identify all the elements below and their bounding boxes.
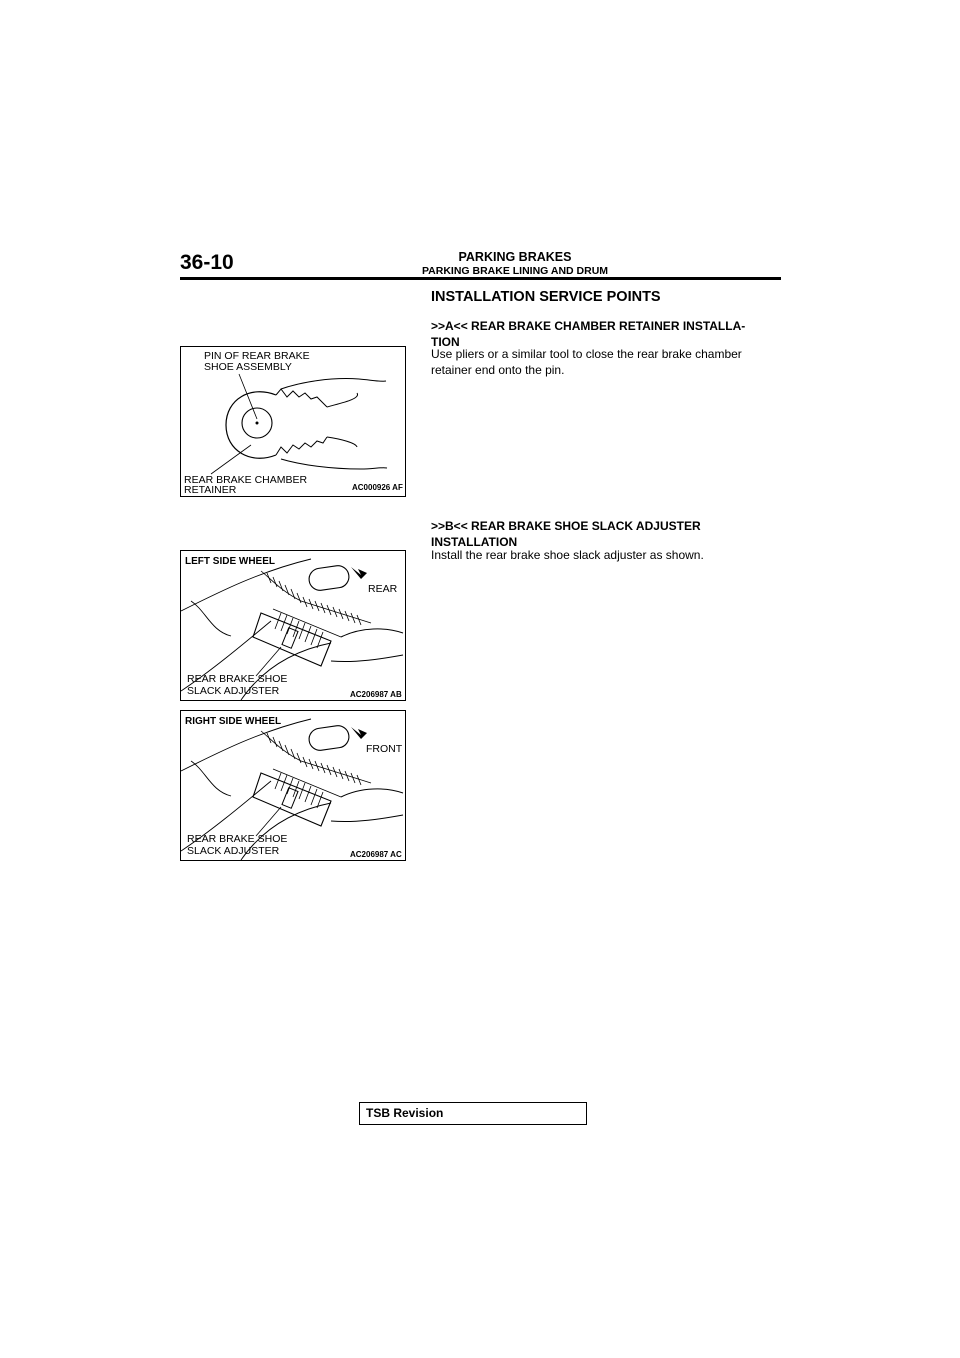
fig1-label-pin-line1: PIN OF REAR BRAKE — [204, 350, 310, 362]
step-b-heading-line-2: INSTALLATION — [431, 535, 518, 549]
step-a-heading-line-2: TION — [431, 335, 460, 349]
retainer-illustration — [181, 347, 405, 496]
step-b-body-line-1: Install the rear brake shoe slack adjuster as shown. — [431, 548, 704, 562]
page-number: 36-10 — [180, 251, 234, 274]
step-b-heading — [431, 518, 771, 550]
figure-left-side-wheel — [180, 550, 406, 701]
fig3-part-label-line2: SLACK ADJUSTER — [187, 845, 280, 857]
step-a-heading-line-1: >>A<< REAR BRAKE CHAMBER RETAINER INSTALLA- — [431, 319, 746, 333]
fig2-part-label-line1: REAR BRAKE SHOE — [187, 673, 288, 685]
fig2-side-label: LEFT SIDE WHEEL — [185, 556, 275, 567]
header-title: PARKING BRAKES — [458, 250, 572, 264]
direction-arrow-icon — [351, 727, 367, 739]
fig1-label-retainer-line1: REAR BRAKE CHAMBER — [184, 474, 308, 486]
step-a-body-line-2: retainer end onto the pin. — [431, 363, 565, 377]
fig2-direction-label: REAR — [368, 583, 398, 595]
fig3-part-label-line1: REAR BRAKE SHOE — [187, 833, 288, 845]
figure-retainer-pliers — [180, 346, 406, 497]
step-a-body-line-1: Use pliers or a similar tool to close the rear brake chamber — [431, 347, 742, 361]
fig1-code: AC000926 AF — [352, 483, 403, 492]
header-divider — [180, 277, 781, 280]
fig2-code: AC206987 AB — [350, 690, 402, 699]
fig3-direction-label: FRONT — [366, 743, 403, 755]
tsb-revision-label: TSB Revision — [366, 1106, 444, 1120]
fig1-label-pin-line2: SHOE ASSEMBLY — [204, 361, 292, 373]
step-a-body — [431, 346, 771, 378]
fig3-code: AC206987 AC — [350, 850, 402, 859]
step-b-heading-line-1: >>B<< REAR BRAKE SHOE SLACK ADJUSTER — [431, 519, 701, 533]
header-subtitle: PARKING BRAKE LINING AND DRUM — [421, 265, 609, 277]
figure-right-side-wheel — [180, 710, 406, 861]
step-b-body — [431, 547, 771, 563]
left-side-adjuster-illustration — [181, 551, 405, 700]
right-side-adjuster-illustration — [181, 711, 405, 860]
fig2-part-label-line2: SLACK ADJUSTER — [187, 685, 280, 697]
section-heading: INSTALLATION SERVICE POINTS — [431, 289, 661, 305]
fig1-label-retainer-line2: RETAINER — [184, 484, 237, 496]
direction-arrow-icon — [351, 567, 367, 579]
fig3-side-label: RIGHT SIDE WHEEL — [185, 716, 282, 727]
